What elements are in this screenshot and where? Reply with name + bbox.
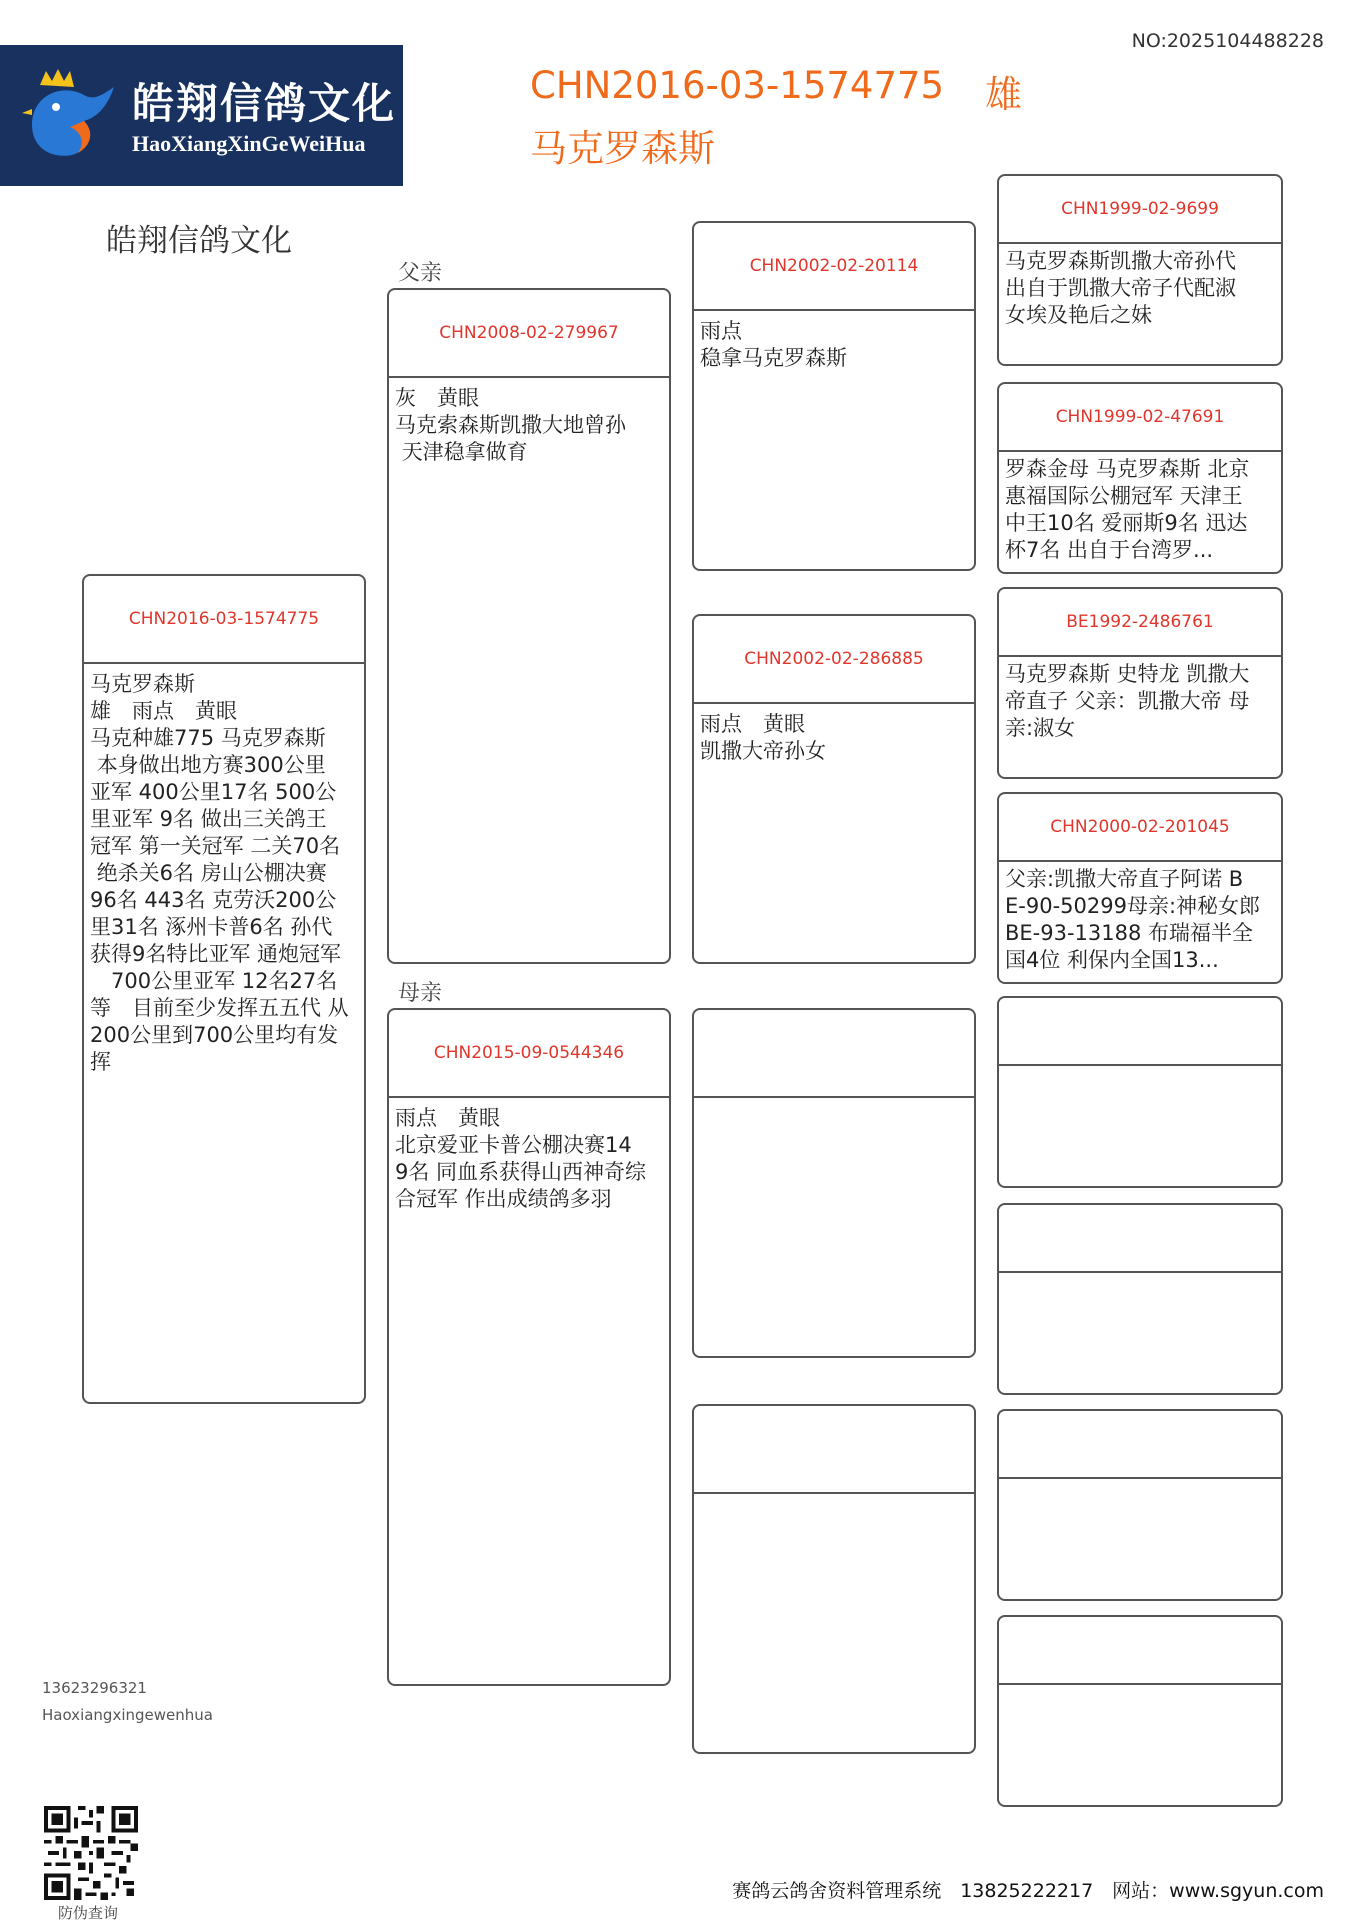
subject-card: [82, 574, 366, 1404]
pigeon-logo-icon: [22, 65, 122, 165]
qr-caption: 防伪查询: [58, 1904, 119, 1922]
grandparent-notes: 雨点 黄眼 凯撒大帝孙女: [700, 712, 826, 763]
great-grandparent-card: [997, 1615, 1283, 1807]
maternal-grandmother-card: [692, 1404, 976, 1754]
great-grandparent-card: [997, 382, 1283, 574]
paternal-grandmother-card: [692, 614, 976, 964]
mother-label: 母亲: [398, 981, 443, 1006]
qr-code-icon[interactable]: [44, 1806, 138, 1900]
great-grandparent-ring: [999, 998, 1281, 1066]
great-grandparent-notes: [999, 1685, 1281, 1689]
pigeon-ring-title: CHN2016-03-1574775: [530, 64, 945, 107]
document-number: NO:2025104488228: [1131, 30, 1324, 52]
father-notes: 灰 黄眼 马克索森斯凯撒大地曾孙 天津稳拿做育: [395, 386, 626, 464]
grandparent-ring: CHN2002-02-20114: [694, 223, 974, 311]
pigeon-sex-title: 雄: [985, 73, 1022, 116]
great-grandparent-ring: CHN2000-02-201045: [999, 794, 1281, 862]
mother-card: [387, 1008, 671, 1686]
great-grandparent-notes: 马克罗森斯 史特龙 凯撒大 帝直子 父亲：凯撒大帝 母 亲:淑女: [1005, 662, 1250, 740]
great-grandparent-notes: 罗森金母 马克罗森斯 北京 惠福国际公棚冠军 天津王 中王10名 爱丽斯9名 迅达 杯7名 出自于台湾罗...: [1005, 457, 1250, 562]
great-grandparent-card: [997, 792, 1283, 984]
father-ring: CHN2008-02-279967: [389, 290, 669, 378]
great-grandparent-card: [997, 1409, 1283, 1601]
great-grandparent-ring: BE1992-2486761: [999, 589, 1281, 657]
mother-ring: CHN2015-09-0544346: [389, 1010, 669, 1098]
great-grandparent-ring: CHN1999-02-47691: [999, 384, 1281, 452]
loft-name: 皓翔信鸽文化: [106, 223, 292, 259]
great-grandparent-ring: [999, 1617, 1281, 1685]
grandparent-ring: [694, 1010, 974, 1098]
great-grandparent-ring: [999, 1205, 1281, 1273]
paternal-grandfather-card: [692, 221, 976, 571]
pigeon-name-title: 马克罗森斯: [530, 127, 715, 170]
father-card: [387, 288, 671, 964]
grandparent-notes: [694, 1098, 974, 1105]
great-grandparent-notes: [999, 1479, 1281, 1483]
grandparent-notes: 雨点 稳拿马克罗森斯: [700, 319, 847, 370]
great-grandparent-ring: CHN1999-02-9699: [999, 176, 1281, 244]
subject-ring: CHN2016-03-1574775: [84, 576, 364, 664]
mother-notes: 雨点 黄眼 北京爱亚卡普公棚决赛14 9名 同血系获得山西神奇综 合冠军 作出成绩鸽多羽: [395, 1106, 647, 1211]
father-label: 父亲: [398, 261, 443, 286]
great-grandparent-notes: 父亲:凯撒大帝直子阿诺 B E-90-50299母亲:神秘女郎 BE-93-13188 布瑞福半全 国4位 利保内全国13...: [1005, 867, 1261, 972]
great-grandparent-notes: 马克罗森斯凯撒大帝孙代 出自于凯撒大帝子代配淑 女埃及艳后之妹: [1005, 249, 1236, 327]
grandparent-ring: [694, 1406, 974, 1494]
subject-notes: 马克罗森斯 雄 雨点 黄眼 马克种雄775 马克罗森斯 本身做出地方赛300公里 亚军 400公里17名 500公 里亚军 9名 做出三关鸽王 冠军 第一关冠军 二关70名 绝杀关6名 房山公棚决赛 96名 443名 克劳沃200公 里31名 涿州卡普6名 孙代 获得9名特比亚军 通炮冠军 700公里亚军 12名27名 等 目前至少发挥五五代 从 200公里到700公里均有发 挥: [90, 672, 349, 1074]
grandparent-ring: CHN2002-02-286885: [694, 616, 974, 704]
grandparent-notes: [694, 1494, 974, 1501]
contact-website: Haoxiangxingewenhua: [42, 1706, 213, 1724]
great-grandparent-card: [997, 1203, 1283, 1395]
brand-logo: [0, 45, 403, 186]
logo-chinese-name: 皓翔信鸽文化: [132, 79, 397, 128]
great-grandparent-card: [997, 587, 1283, 779]
logo-english-name: HaoXiangXinGeWeiHua: [132, 131, 366, 156]
great-grandparent-notes: [999, 1066, 1281, 1070]
great-grandparent-notes: [999, 1273, 1281, 1277]
great-grandparent-ring: [999, 1411, 1281, 1479]
maternal-grandfather-card: [692, 1008, 976, 1358]
footer-system-info: 赛鸽云鸽舍资料管理系统 13825222217 网站：www.sgyun.com: [732, 1880, 1324, 1902]
great-grandparent-card: [997, 996, 1283, 1188]
contact-phone: 13623296321: [42, 1679, 147, 1697]
great-grandparent-card: [997, 174, 1283, 366]
